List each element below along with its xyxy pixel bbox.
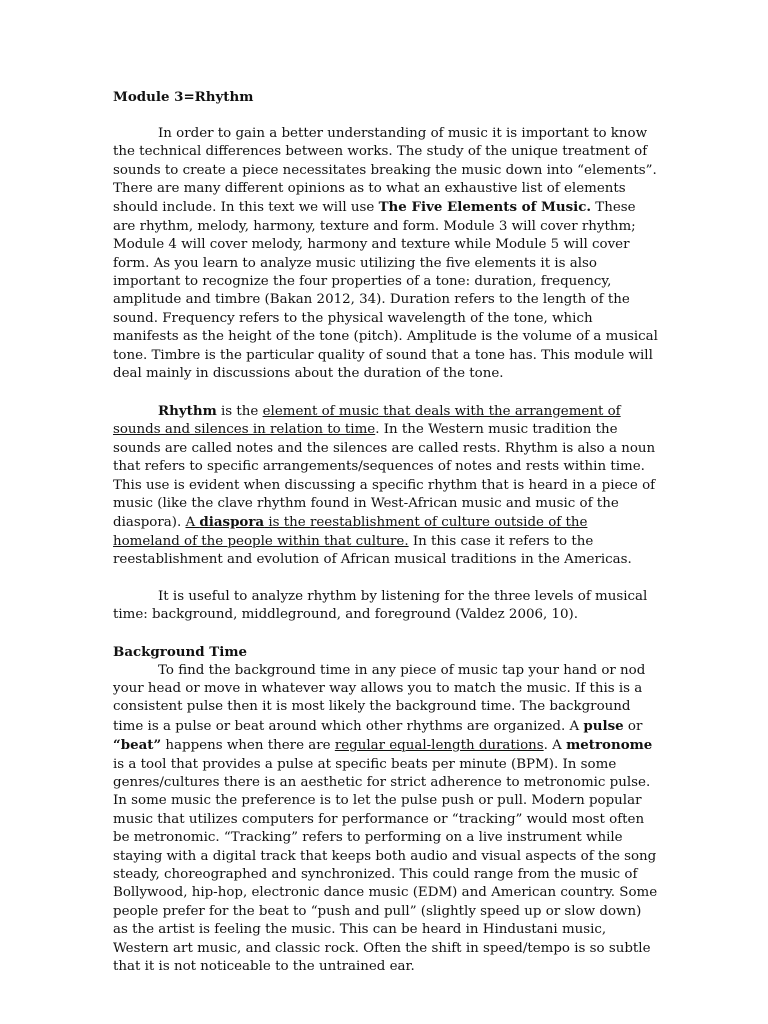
rhythm-text-3: In this case it refers to the reestablishment and evolution of African musical traditions in the Americas. xyxy=(113,533,632,568)
spacer xyxy=(113,106,658,124)
diaspora-article: A xyxy=(185,515,200,531)
background-paragraph xyxy=(113,662,658,977)
background-or: or xyxy=(623,718,643,734)
levels-text: It is useful to analyze rhythm by listening for the three levels of musical time: background, middleground, and foreground (Valdez 2006, 10). xyxy=(113,588,648,623)
rhythm-paragraph xyxy=(113,402,658,570)
spacer xyxy=(113,625,658,643)
background-text-3: . A xyxy=(543,738,567,754)
intro-text-2: These are rhythm, melody, harmony, texture and form. Module 3 will cover rhythm; Module 4 will cover melody, harmony and texture while Module 5 will cover form. As you learn to analyze music utilizing the five elements it is also important to recognize the four properties of a tone: duration, frequency, amplitude and timbre (Bakan 2012, 34). Duration refers to the length of the sound. Frequency refers to the physical wavelength of the tone, which manifests as the height of the tone (pitch). Amplitude is the volume of a musical tone. Timbre is the particular quality of sound that a tone has. This module will deal mainly in discussions about the duration of the tone. xyxy=(113,200,658,382)
rhythm-term: Rhythm xyxy=(158,402,217,419)
diaspora-term: diaspora xyxy=(199,514,265,531)
diaspora-def-text: is the reestablishment of culture outside of the homeland of the people within that culture. xyxy=(113,515,588,549)
spacer xyxy=(113,570,658,588)
spacer xyxy=(113,383,658,401)
metronome-term: metronome xyxy=(566,737,653,754)
background-time-heading: Background Time xyxy=(113,644,248,661)
beat-term: “beat” xyxy=(113,737,162,754)
pulse-term: pulse xyxy=(583,717,624,734)
five-elements-term: The Five Elements of Music. xyxy=(378,199,592,216)
intro-paragraph xyxy=(113,125,658,384)
levels-paragraph xyxy=(113,588,658,625)
rhythm-text-2: . In the Western music tradition the sounds are called notes and the silences are called rests. Rhythm is also a noun that refers to specific arrangements/sequences of notes and rests within time. This use is evident when discussing a specific rhythm that is heard in a piece of music (like the clave rhythm found in West-African music and music of the diaspora). xyxy=(113,422,656,531)
intro-text-1: In order to gain a better understanding of music it is important to know the technical differences between works. The study of the unique treatment of sounds to create a piece necessitates breaking the music down into “elements”. There are many different opinions as to what an exhaustive list of elements should include. In this text we will use xyxy=(113,125,657,216)
rhythm-definition: element of music that deals with the arrangement of sounds and silences in relation to time xyxy=(113,403,621,438)
module-title: Module 3=Rhythm xyxy=(113,89,254,105)
background-text-4: is a tool that provides a pulse at specific beats per minute (BPM). In some genres/cultures there is an aesthetic for strict adherence to metronomic pulse. In some music the preference is to let the pulse push or pull. Modern popular music that utilizes computers for performance or “tracking” would most often be metronomic. “Tracking” refers to performing on a live instrument while staying with a digital track that keeps both audio and visual aspects of the song steady, choreographed and synchronized. This could range from the music of Bollywood, hip-hop, electronic dance music (EDM) and American country. Some people prefer for the beat to “push and pull” (slightly speed up or slow down) as the artist is feeling the music. This can be heard in Hindustani music, Western art music, and classic rock. Often the shift in speed/tempo is so subtle that it is not noticeable to the untrained ear. xyxy=(113,756,658,975)
rhythm-text-1: is the xyxy=(216,403,263,419)
regular-durations: regular equal-length durations xyxy=(334,738,544,754)
document-page xyxy=(113,88,658,976)
background-text-2: happens when there are xyxy=(161,738,335,754)
background-text-1: To find the background time in any piece of music tap your hand or nod your head or move in whatever way allows you to match the music. If this is a consistent pulse then it is most likely the background time. The background time is a pulse or beat around which other rhythms are organized. A xyxy=(113,662,646,734)
